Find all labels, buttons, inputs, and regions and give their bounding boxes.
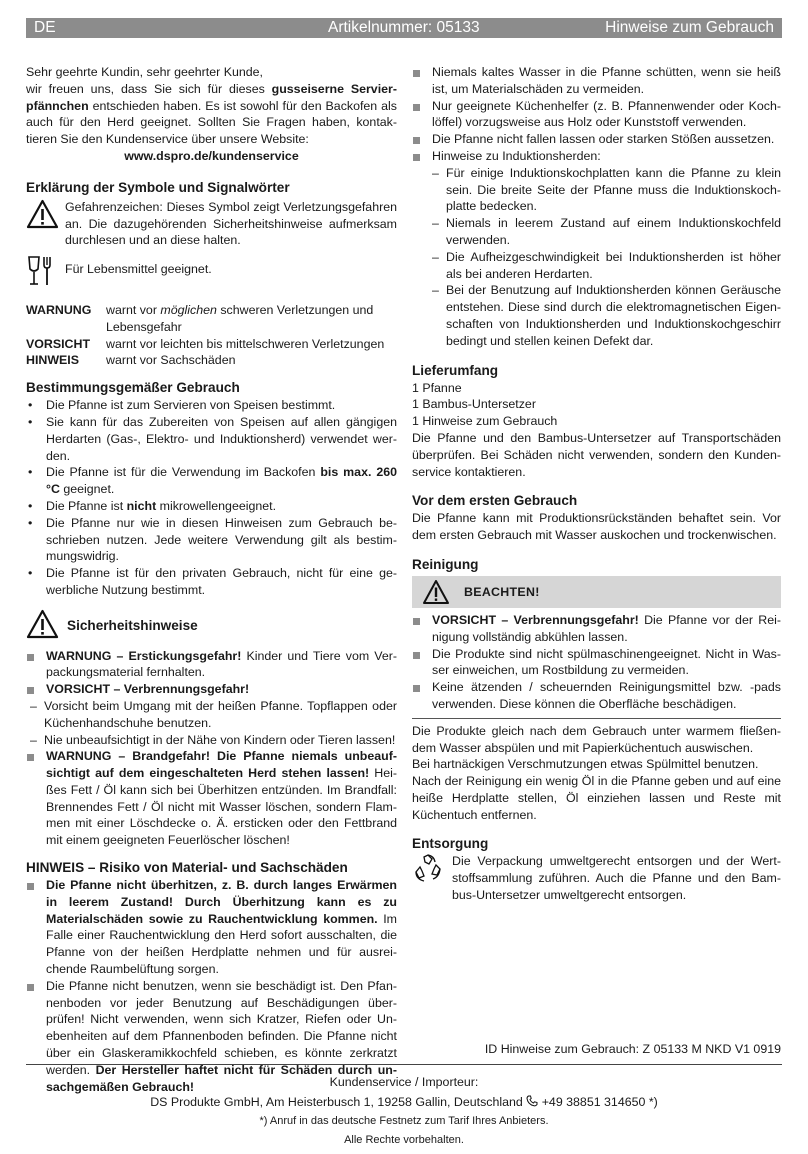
list-item: Die Pfanne nicht fallen lassen oder starken Stößen aussetzen. — [412, 131, 781, 148]
list-item: Die Pfanne nicht überhitzen, z. B. durch langes Erwärmen in leerem Zustand! Durch Überhitzung kann es zu Materialschäden sowie zu Rauchentwicklung kommen. Im Falle einer Rauchentwicklung den Herd sofort ausschalten, die Pfanne von der heißen Herdplatte nehmen und für ausreichende Raumbelüftung sorgen. — [26, 877, 397, 978]
disposal-row — [412, 853, 781, 903]
list-item: Die Produkte sind nicht spülmaschinengeeignet. Nicht in Wasser einweichen, um Rostbildung zu vermeiden. — [412, 646, 781, 680]
delivery-item: 1 Bambus-Untersetzer — [412, 397, 536, 412]
cleaning-paragraph: Bei hartnäckigen Verschmutzungen etwas Spülmittel benutzen. — [412, 757, 759, 772]
danger-symbol-text: Gefahrenzeichen: Dieses Symbol zeigt Verletzungsgefahren an. Die dazugehörenden Sicherheitshinweise aufmerksam durchlesen und an diese halten. — [65, 199, 397, 248]
list-item: – Die Aufheizgeschwindigkeit bei Induktionsherden ist höher als bei anderen Herdarten. — [432, 249, 781, 283]
list-item: – Für einige Induktionskochplatten kann die Pfanne zu klein sein. Die breite Seite der Pfanne muss die Induktionskochplatte bedecken. — [432, 165, 781, 215]
footer — [26, 1072, 782, 1150]
delivery-text: Die Pfanne und den Bambus-Untersetzer auf Transportschäden überprüfen. Bei Schäden nicht verwenden, sondern den Kundenservice kontaktieren. — [412, 430, 781, 479]
article-number: Artikelnummer: 05133 — [328, 19, 480, 36]
footer-note: *) Anruf in das deutsche Festnetz zum Tarif Ihres Anbieters. — [259, 1115, 549, 1127]
list-item: Nur geeignete Küchenhelfer (z. B. Pfannenwender oder Kochlöffel) vorzugsweise aus Holz oder Kunststoff verwenden. — [412, 98, 781, 132]
usage-heading: Bestimmungsgemäßer Gebrauch — [26, 380, 240, 396]
danger-symbol-row — [26, 199, 397, 249]
divider — [412, 718, 781, 719]
website-link[interactable]: www.dspro.de/kundenservice — [124, 148, 299, 163]
list-item: • Die Pfanne ist nicht mikrowellengeeignet. — [26, 498, 397, 515]
page-header — [26, 18, 782, 38]
footer-importer-label: Kundenservice / Importeur: — [329, 1075, 479, 1089]
material-heading: HINWEIS – Risiko von Material- und Sachschäden — [26, 860, 348, 876]
cleaning-paragraph: Nach der Reinigung ein wenig Öl in die Pfanne geben und auf eine heiße Herdplatte stellen, Öl einziehen lassen und Reste mit Küchentuch entfernen. — [412, 774, 781, 822]
list-item: • Die Pfanne ist für den privaten Gebrauch, nicht für eine gewerbliche Nutzung bestimmt. — [26, 565, 397, 599]
disposal-heading: Entsorgung — [412, 836, 489, 852]
signal-words-table — [26, 302, 397, 369]
right-column — [412, 64, 781, 904]
list-item: Niemals kaltes Wasser in die Pfanne schütten, wenn sie heiß ist, um Materialschäden zu vermeiden. — [412, 64, 781, 98]
symbols-heading: Erklärung der Symbole und Signalwörter — [26, 179, 290, 195]
cleaning-list — [412, 612, 781, 713]
document-id: ID Hinweise zum Gebrauch: Z 05133 M NKD V1 0919 — [484, 1042, 781, 1056]
delivery-heading: Lieferumfang — [412, 362, 499, 378]
delivery-item: 1 Pfanne — [412, 380, 462, 395]
food-symbol-text: Für Lebensmittel geeignet. — [65, 262, 212, 277]
cleaning-heading: Reinigung — [412, 556, 479, 572]
list-item: Keine ätzenden / scheuernden Reinigungsmittel bzw. -pads verwenden. Diese können die Oberfläche beschädigen. — [412, 679, 781, 713]
phone-icon — [526, 1095, 538, 1109]
list-item: • Die Pfanne ist für die Verwendung im Backofen bis max. 260 °C geeignet. — [26, 464, 397, 498]
signal-row-warnung: WARNUNG warnt vor möglichen schweren Verletzungen und Lebensgefahr — [26, 302, 374, 334]
list-item: Die Pfanne nicht benutzen, wenn sie beschädigt ist. Den Pfannenboden vor jeder Benutzung auf Beschädigungen überprüfen! Nicht verwenden, wenn sich Kratzer, Riefen oder Unebenheiten auf dem Pfannenboden befinden. Die Pfanne nicht über ein Glaskeramikkochfeld schieben, es könnte zerkratzt werden. Der Hersteller haftet nicht für Schäden durch unsachgemäßen Gebrauch! — [26, 978, 397, 1096]
warning-triangle-icon — [26, 199, 59, 234]
firstuse-text: Die Pfanne kann mit Produktionsrückständen behaftet sein. Vor dem ersten Gebrauch mit Wasser auskochen und trockenwischen. — [412, 511, 781, 543]
safety-heading-row — [26, 609, 397, 644]
footer-divider — [26, 1064, 782, 1065]
signal-row-hinweis: HINWEIS warnt vor Sachschäden — [26, 353, 236, 368]
list-item: • Die Pfanne nur wie in diesen Hinweisen zum Gebrauch beschrieben nutzen. Jede weitere Verwendung gilt als bestimmungswidrig. — [26, 515, 397, 565]
language-code: DE — [34, 19, 56, 36]
signal-row-vorsicht: VORSICHT warnt vor leichten bis mittelschweren Verletzungen — [26, 336, 385, 351]
footer-address: DS Produkte GmbH, Am Heisterbusch 1, 19258 Gallin, Deutschland +49 38851 314650 *) — [150, 1095, 658, 1109]
disposal-text: Die Verpackung umweltgerecht entsorgen und der Wertstoffsammlung zuführen. Auch die Pfanne und den Bambus-Untersetzer umweltgerecht entsorgen. — [452, 854, 781, 903]
list-item: VORSICHT – Verbrennungsgefahr! – Vorsicht beim Umgang mit der heißen Pfanne. Topflappen oder Küchenhandschuhe benutzen. – Nie unbeaufsichtigt in der Nähe von Kindern oder Tieren lassen! — [26, 681, 397, 748]
warning-triangle-icon — [26, 609, 59, 644]
list-item: • Die Pfanne ist zum Servieren von Speisen bestimmt. — [26, 397, 397, 414]
usage-list — [26, 397, 397, 599]
list-item: • Sie kann für das Zubereiten von Speisen auf allen gängigen Herdarten (Gas-, Elektro- und Induktionsherd) verwendet werden. — [26, 414, 397, 464]
list-item: – Bei der Benutzung auf Induktionsherden können Geräusche entstehen. Diese sind durch die elektromagnetischen Eigenschaften von Induktionsherden und Induktionskochgeschirr bedingt und stellen keinen Defekt dar. — [432, 282, 781, 349]
recycling-icon — [412, 853, 444, 890]
material-list — [26, 877, 397, 1095]
firstuse-heading: Vor dem ersten Gebrauch — [412, 493, 578, 509]
delivery-item: 1 Hinweise zum Gebrauch — [412, 414, 558, 429]
document-title: Hinweise zum Gebrauch — [605, 19, 774, 36]
food-symbol-row — [26, 255, 397, 292]
note-banner — [412, 576, 781, 608]
list-item: Hinweise zu Induktionsherden: – Für einige Induktionskochplatten kann die Pfanne zu klein sein. Die breite Seite der Pfanne muss die Induktionskochplatte bedecken. – Niemals in leerem Zustand auf einem Induktionskochfeld verwenden. – Die Aufheizgeschwindigkeit bei Induktionsherden ist höher als bei anderen Herdarten. – Bei der Benutzung auf Induktionsherden können Geräusche entstehen. Diese sind durch die elektromagnetischen Eigenschaften von Induktionsherden und Induktionskochgeschirr bedingt und stellen keinen Defekt dar. — [412, 148, 781, 350]
intro-paragraph: wir freuen uns, dass Sie sich für dieses gusseiserne Servierpfännchen entschieden haben. Es ist sowohl für den Backofen als auch für den Herd geeignet. Sollten Sie Fragen haben, kontaktieren Sie den Kundenservice über unsere Website: — [26, 81, 397, 147]
safety-heading: Sicherheitshinweise — [67, 618, 198, 634]
list-item: VORSICHT – Verbrennungsgefahr! Die Pfanne vor der Reinigung vollständig abkühlen lassen. — [412, 612, 781, 646]
safety-list-continued — [412, 64, 781, 350]
footer-rights: Alle Rechte vorbehalten. — [344, 1134, 464, 1146]
list-item: – Niemals in leerem Zustand auf einem Induktionskochfeld verwenden. — [432, 215, 781, 249]
note-label: BEACHTEN! — [464, 584, 540, 599]
phone-number[interactable]: +49 38851 314650 *) — [541, 1095, 658, 1109]
greeting: Sehr geehrte Kundin, sehr geehrter Kunde, — [26, 65, 263, 79]
left-column — [26, 64, 397, 1095]
list-item: WARNUNG – Brandgefahr! Die Pfanne niemals unbeaufsichtigt auf dem eingeschalteten Herd stehen lassen! Heißes Fett / Öl kann sich bei Überhitzen entzünden. Im Brandfall: Brennendes Fett / Öl nicht mit Wasser löschen, sondern Flammen mit einer Löschdecke o. Ä. ersticken oder den Fettbrand mit einem geeigneten Feuerlöscher löschen! — [26, 748, 397, 849]
list-item: – Nie unbeaufsichtigt in der Nähe von Kindern oder Tieren lassen! — [30, 732, 397, 749]
food-safe-glass-fork-icon — [26, 255, 59, 292]
warning-triangle-icon — [422, 579, 450, 605]
safety-list — [26, 648, 397, 850]
list-item: – Vorsicht beim Umgang mit der heißen Pfanne. Topflappen oder Küchenhandschuhe benutzen. — [30, 698, 397, 732]
list-item: WARNUNG – Erstickungsgefahr! Kinder und Tiere vom Verpackungsmaterial fernhalten. — [26, 648, 397, 682]
cleaning-paragraph: Die Produkte gleich nach dem Gebrauch unter warmem fließendem Wasser abspülen und mit Papierküchentuch auswischen. — [412, 723, 781, 755]
